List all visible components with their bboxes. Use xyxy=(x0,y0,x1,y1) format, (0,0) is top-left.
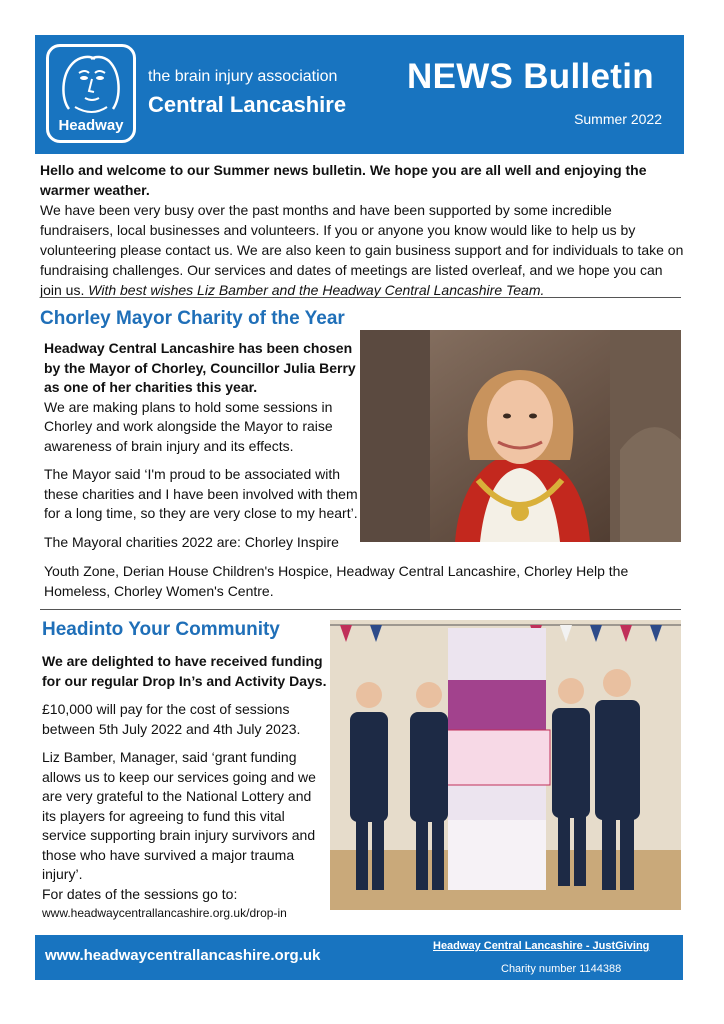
team-photo xyxy=(330,620,681,910)
logo-word: Headway xyxy=(58,117,124,134)
drop-in-link[interactable]: www.headwaycentrallancashire.org.uk/drop-in xyxy=(42,906,287,920)
mayor-p3-rest: Youth Zone, Derian House Children's Hospice, Headway Central Lancashire, Chorley Help the Homeless, Chorley Women's Centre. xyxy=(44,563,629,599)
intro-bold: Hello and welcome to our Summer news bulletin. We hope you are all well and enjoying the warmer weather. xyxy=(40,162,647,198)
mayor-p1: We are making plans to hold some sessions in Chorley and work alongside the Mayor to raise awareness of brain injury and its effects. xyxy=(44,398,333,454)
justgiving-link[interactable]: Headway Central Lancashire - JustGiving xyxy=(433,940,650,952)
community-lead: We are delighted to have received funding for our regular Drop In’s and Activity Days. xyxy=(42,653,327,689)
region-label: Central Lancashire xyxy=(148,92,347,117)
footer-banner xyxy=(35,935,683,980)
community-p2: Liz Bamber, Manager, said ‘grant funding allows us to keep our services going and we are very grateful to the National Lottery and its players for agreeing to fund this vital service supporting brain injury survivors and those who have survived a major trauma injury’. xyxy=(42,749,316,882)
header-banner xyxy=(35,35,684,154)
community-p3: For dates of the sessions go to: xyxy=(42,885,238,902)
divider xyxy=(40,609,681,610)
intro-text xyxy=(40,160,685,300)
association-label: the brain injury association xyxy=(148,68,338,85)
charity-number: Charity number 1144388 xyxy=(501,963,622,975)
community-text xyxy=(42,652,327,924)
community-p1: £10,000 will pay for the cost of sessions between 5th July 2022 and 4th July 2023. xyxy=(42,701,301,737)
mayor-text xyxy=(44,339,359,552)
intro-body: We have been very busy over the past months and have been supported by some incredible fundraisers, local businesses and volunteers. If you or anyone you know would like to help us by volunteering please contact us. We are also keen to gain business support and for individuals to take on fundraising challenges. Our services and dates of meetings are listed overleaf, and we hope you can join us. xyxy=(40,202,684,298)
community-heading: Headinto Your Community xyxy=(42,619,280,640)
mayor-p3-line1: The Mayoral charities 2022 are: Chorley Inspire xyxy=(44,533,339,550)
divider xyxy=(40,297,681,298)
season-label: Summer 2022 xyxy=(574,111,662,127)
headway-logo xyxy=(46,44,136,143)
intro-signoff: With best wishes Liz Bamber and the Headway Central Lancashire Team. xyxy=(88,282,545,298)
mayor-heading: Chorley Mayor Charity of the Year xyxy=(40,308,345,329)
mayor-photo xyxy=(360,330,681,542)
website-link[interactable]: www.headwaycentrallancashire.org.uk xyxy=(45,947,321,964)
mayor-lead: Headway Central Lancashire has been chosen by the Mayor of Chorley, Councillor Julia Berry as one of her charities this year. xyxy=(44,340,356,395)
mayor-p2: The Mayor said ‘I'm proud to be associated with these charities and I have been involved with them for a long time, so they are very close to my heart’. xyxy=(44,466,358,521)
bulletin-title: NEWS Bulletin xyxy=(407,57,654,96)
